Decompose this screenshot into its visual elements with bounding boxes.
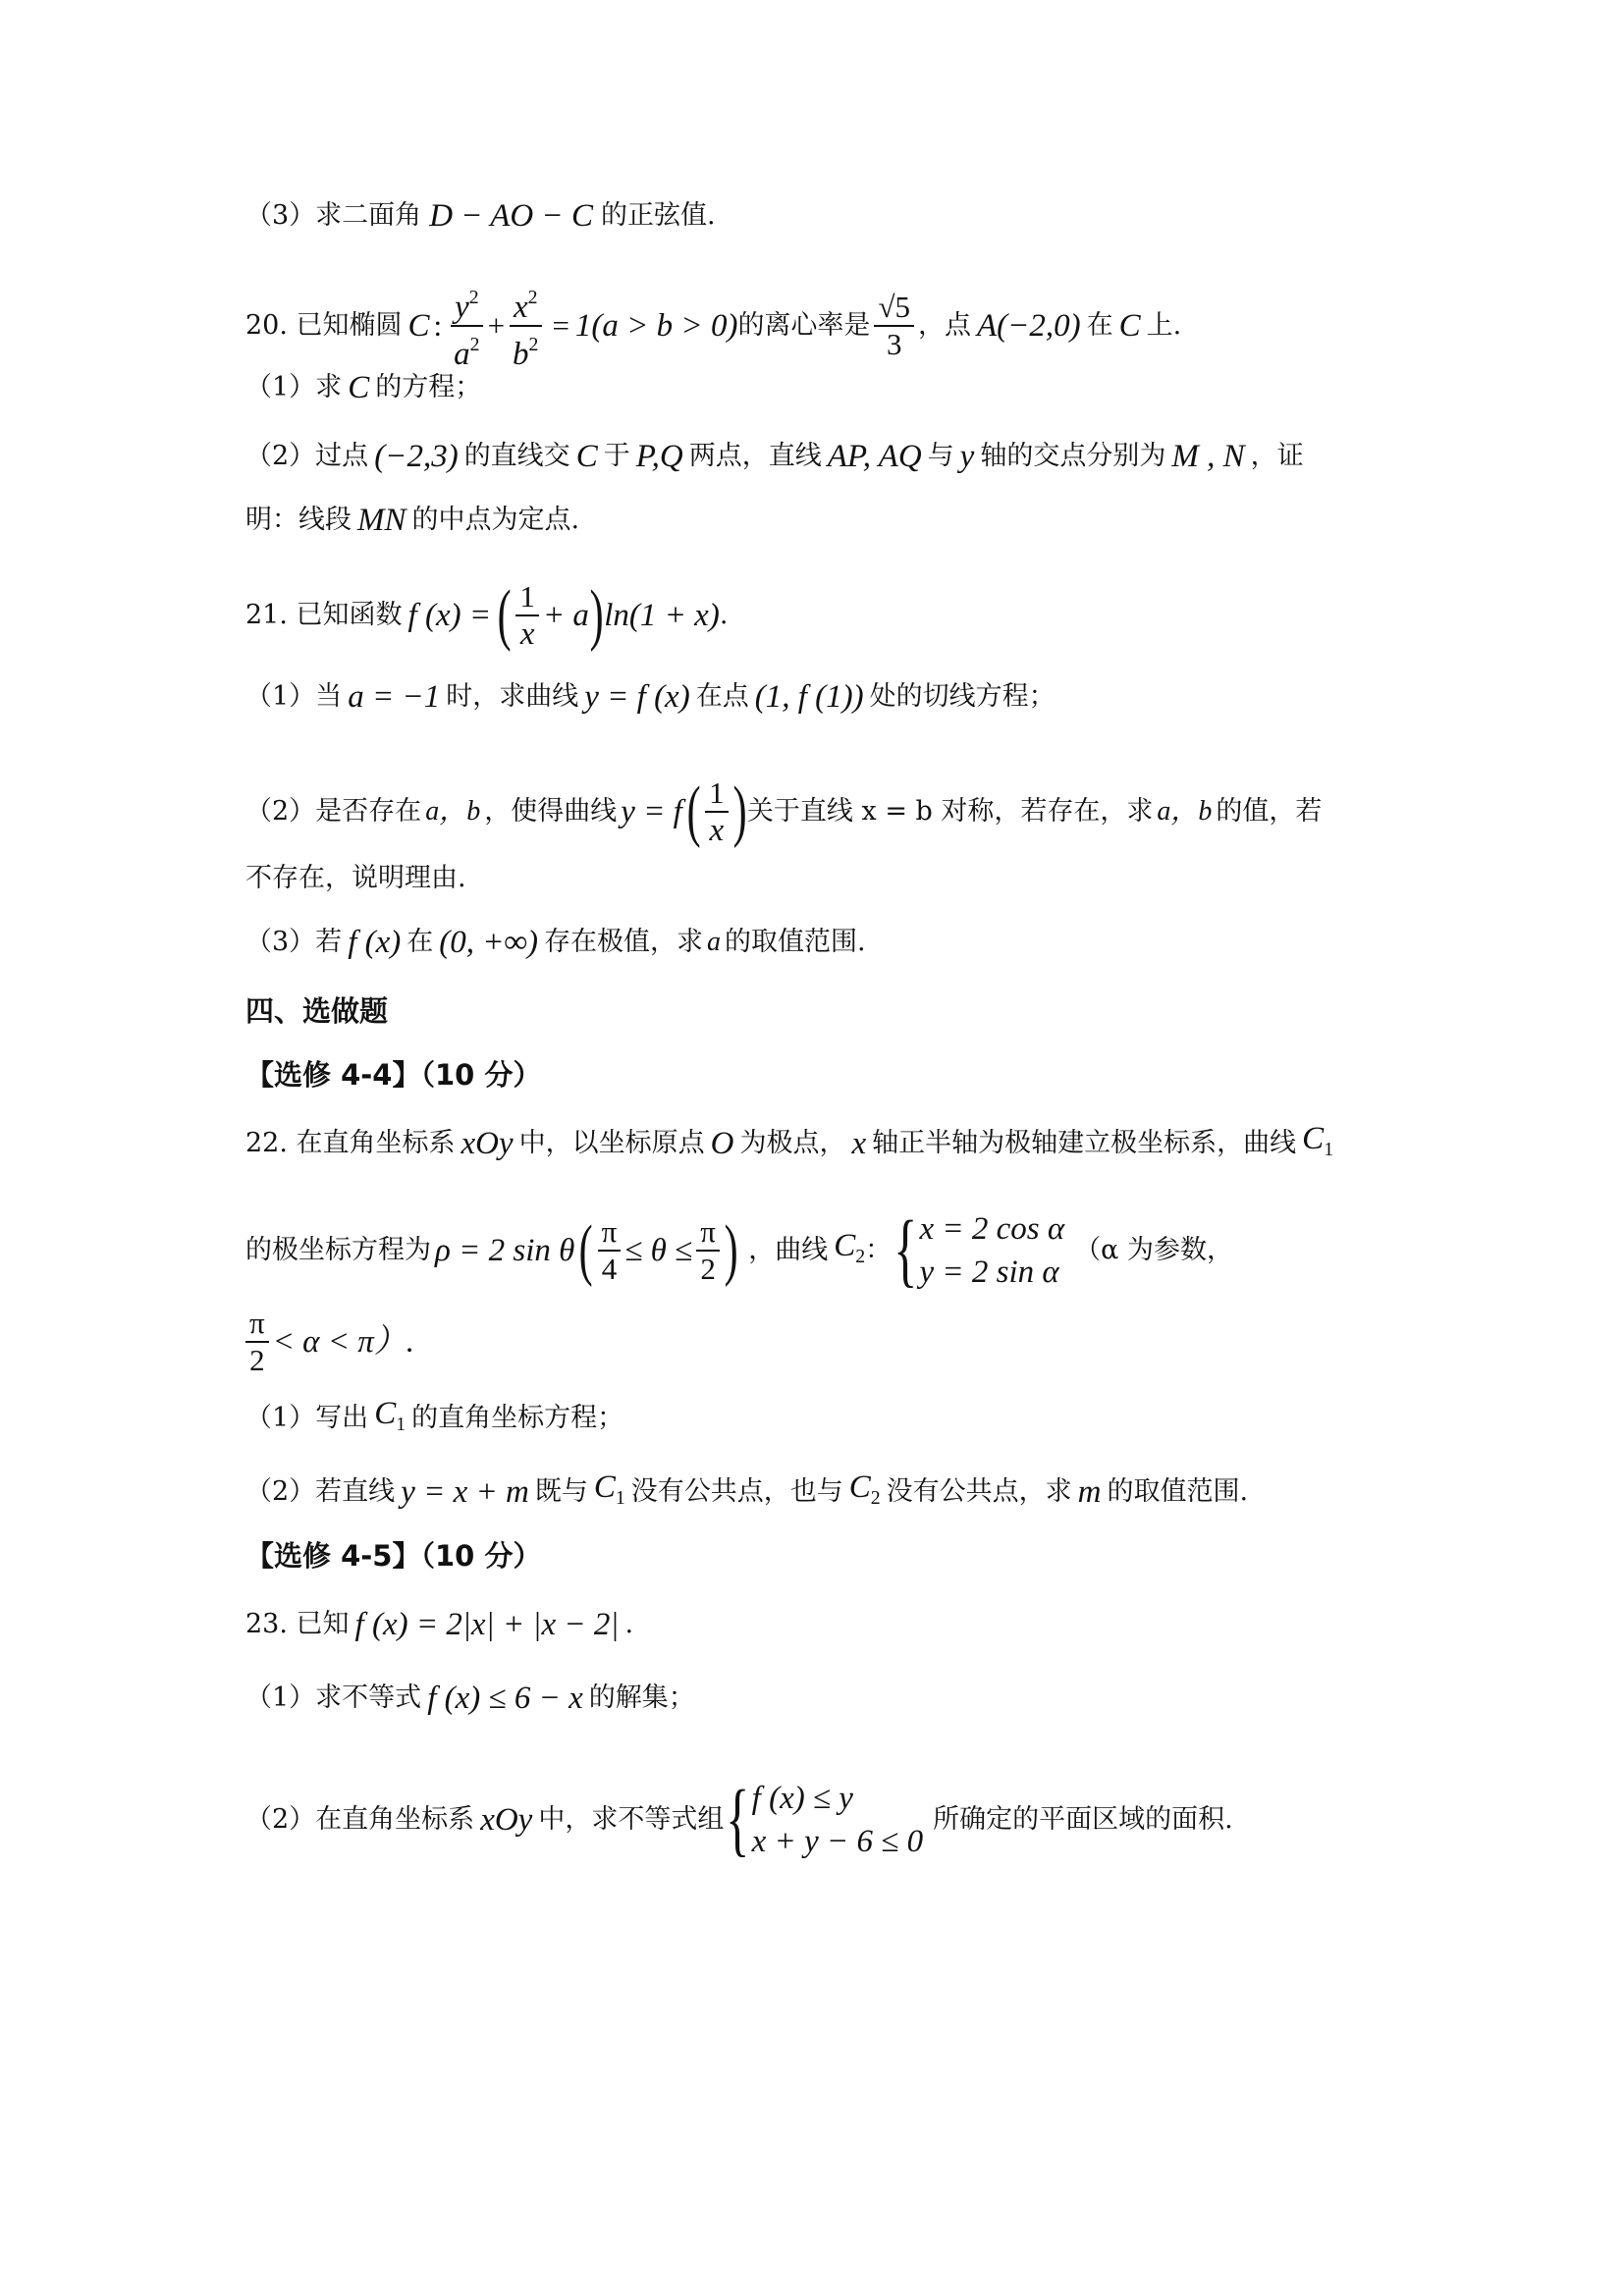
q21-p2-d: 的值，若: [1216, 796, 1323, 827]
ellipse-name-3: C: [348, 370, 370, 405]
ineq-1: f (x) ≤ y: [751, 1781, 853, 1816]
q20-mid: 的离心率是: [737, 309, 871, 341]
q20-number: 20. 已知椭圆: [245, 309, 403, 341]
point-1-f1: (1, f (1)): [754, 679, 864, 715]
q22-colon: ：: [865, 1235, 893, 1265]
frac-1-x: $\frac{1}{x}$: [515, 579, 539, 652]
q22-line2: 的极坐标方程为 ρ = 2 sin θ ( $\frac{\pi}{4}$ ≤ θ ≤ $\frac{\pi}{2}$ ) ，曲线 $C_2$ ： { x = 2 cos α y = 2 sin α （α 为参数，: [245, 1204, 1234, 1296]
function-def: f (x) = 2|x| + |x − 2|: [354, 1607, 620, 1642]
xoy: xOy: [460, 1126, 514, 1162]
point-A: A(−2,0): [976, 307, 1081, 344]
q23-p2-c: 所确定的平面区域的面积.: [933, 1804, 1233, 1835]
q23-p2-b: 中，求不等式组: [538, 1804, 725, 1835]
segment-MN: MN: [357, 503, 406, 538]
frac-pi-2-b: $\frac{\pi}{2}$: [245, 1306, 269, 1378]
q21-p2-b: ，使得曲线: [484, 796, 618, 827]
q23-part1: [245, 1679, 1388, 1718]
var-a: a: [707, 927, 722, 957]
ineq-2: x + y − 6 ≤ 0: [751, 1824, 924, 1859]
elective-4-4: 【选修 4-4】（10 分）: [245, 1058, 542, 1092]
curve-C2: C: [834, 1227, 856, 1263]
q20-pt-pre: ，点: [917, 309, 971, 341]
q21-p1-c: 在点: [695, 681, 749, 712]
q22-c: 轴正半轴为极轴建立极坐标系，曲线: [872, 1128, 1297, 1159]
q20-tail: 上.: [1146, 309, 1182, 341]
q21-p2-line2: 不存在，说明理由.: [245, 863, 466, 893]
ellipse-condition: 1(a > b > 0): [574, 307, 738, 344]
q22-part2: （2）若直线 y = x + m 既与 $C_1$ 没有公共点，也与 $C_2$ 没有公共点，求 m 的取值范围.: [245, 1469, 1249, 1511]
ellipse-name-4: C: [575, 439, 598, 474]
q22-p2-a: （2）若直线: [245, 1476, 396, 1508]
q20-p2-g: ，证: [1250, 441, 1304, 471]
var-m: m: [1077, 1474, 1102, 1511]
q21-p2-c: 关于直线 x = b 对称，若存在，求: [746, 796, 1154, 827]
curve-y-f: y = f: [621, 794, 682, 829]
q23-end: .: [624, 1609, 634, 1639]
q20-p2-d: 两点，直线: [688, 441, 822, 471]
q22-number: 22. 在直角坐标系: [245, 1128, 456, 1159]
q22-p2-b: 既与: [534, 1476, 588, 1508]
q20-part1: [245, 368, 1388, 407]
q22-a: 中，以坐标原点: [518, 1128, 705, 1159]
q20-p2-line2: 明：线段: [245, 505, 352, 535]
q22-stem: 22. 在直角坐标系 xOy 中，以坐标原点 O 为极点， x 轴正半轴为极轴建立极坐标系，曲线 $C_1$: [245, 1121, 1334, 1162]
q22-p2-d: 没有公共点，求: [886, 1476, 1072, 1508]
elective-4-5: 【选修 4-5】（10 分）: [245, 1539, 542, 1573]
ellipse-name-2: C: [1118, 307, 1141, 344]
q22-line3: [245, 1306, 1388, 1378]
q21-part1: [245, 677, 1388, 717]
q21-p1-d: 处的切线方程；: [869, 681, 1056, 712]
q20-pt-post: 在: [1086, 309, 1113, 341]
q20-p2-c: 于: [603, 441, 630, 471]
frac-pi-2: $\frac{\pi}{2}$: [696, 1214, 720, 1287]
q22-p2-e: 的取值范围.: [1107, 1476, 1249, 1508]
q21-number: 21. 已知函数: [245, 600, 403, 630]
origin-O: O: [710, 1126, 734, 1162]
q22-part1: （1）写出 $C_1$ 的直角坐标方程；: [245, 1394, 1388, 1444]
ln-term: ln(1 + x): [604, 598, 720, 633]
param-y: y = 2 sin α: [919, 1255, 1059, 1290]
q21-p1-b: 时，求曲线: [446, 681, 579, 712]
curve-C1: C: [1302, 1121, 1325, 1156]
inequality: f (x) ≤ 6 − x: [427, 1681, 583, 1716]
q20-p2-end: 的中点为定点.: [411, 505, 580, 535]
function-f: f (x) =: [407, 598, 492, 633]
param-system: [919, 1207, 1064, 1294]
plus-a: + a: [542, 598, 589, 633]
q22-p1-a: （1）写出: [245, 1403, 369, 1434]
fx: f (x): [348, 925, 402, 960]
q20-p2-a: （2）过点: [245, 441, 369, 471]
curve-C2-b: C: [848, 1469, 871, 1505]
vars-ab-2: a，b: [1157, 796, 1213, 827]
a-eq-neg1: a = −1: [348, 679, 441, 715]
section-4-title: 四、选做题: [245, 994, 389, 1028]
q23-part2: （2）在直角坐标系 xOy 中，求不等式组 { f (x) ≤ y x + y − 6 ≤ 0 所确定的平面区域的面积.: [245, 1774, 1233, 1865]
lines-AP-AQ: AP, AQ: [827, 439, 922, 474]
interval-0-inf: (0, +∞): [439, 925, 539, 960]
frac-x2-b2: $\frac{x^2}{b^2}$: [509, 280, 542, 372]
q20-p2-b: 的直线交: [463, 441, 570, 471]
frac-pi-4: $\frac{\pi}{4}$: [598, 1214, 622, 1287]
q20-p1-text: （1）求: [245, 372, 343, 402]
point-neg2-3: (−2,3): [374, 439, 459, 474]
q23-p1-a: （1）求不等式: [245, 1682, 422, 1713]
inequality-system: [752, 1777, 923, 1863]
q20-part2: [245, 437, 1388, 476]
y-axis: y: [959, 439, 975, 474]
ellipse-name: C: [407, 307, 430, 344]
q21-end: .: [719, 600, 729, 630]
q20-p2-e: 与: [927, 441, 954, 471]
x-axis: x: [851, 1126, 867, 1162]
q19-part3: [245, 196, 1388, 236]
q20-p2-f: 轴的交点分别为: [980, 441, 1166, 471]
q22-param: （α 为参数，: [1074, 1235, 1234, 1265]
q21-p1-a: （1）当: [245, 681, 343, 712]
line-y-x-m: y = x + m: [401, 1474, 529, 1511]
q22-line2-a: 的极坐标方程为: [245, 1235, 431, 1265]
q21-part2-line2: [245, 859, 1388, 898]
alpha-range: < α < π）.: [272, 1324, 415, 1360]
q21-p3-b: 在: [406, 927, 434, 957]
q19-part3-tail: 的正弦值.: [600, 200, 716, 231]
q21-stem: 21. 已知函数 f (x) = ( $\frac{1}{x}$ + a ) ln(1 + x) .: [245, 577, 729, 653]
q19-part3-text: （3）求二面角: [245, 200, 422, 231]
q22-b: 为极点，: [739, 1128, 846, 1159]
frac-1-x-2: $\frac{1}{x}$: [705, 775, 729, 848]
dihedral-angle-expr: D − AO − C: [429, 198, 593, 234]
q21-p3-a: （3）若: [245, 927, 343, 957]
param-x: x = 2 cos α: [919, 1211, 1065, 1247]
polar-eq: ρ = 2 sin θ: [435, 1233, 575, 1268]
curve-C1-b: C: [374, 1396, 397, 1431]
q23-p2-a: （2）在直角坐标系: [245, 1804, 475, 1835]
q23-stem: [245, 1605, 1388, 1644]
q20-part2-line2: [245, 501, 1388, 540]
vars-ab: a，b: [425, 796, 481, 827]
q21-p3-d: 的取值范围.: [725, 927, 866, 957]
q22-p2-c: 没有公共点，也与: [630, 1476, 843, 1508]
q21-part2: （2）是否存在 a，b ，使得曲线 y = f ( $\frac{1}{x}$ ) 关于直线 x = b 对称，若存在，求 a，b 的值，若: [245, 774, 1323, 849]
points-MN: M , N: [1171, 439, 1245, 474]
q20-stem: 20. 已知椭圆 C : $\frac{y^2}{a^2}$ + $\frac{x^2}{b^2}$ = 1(a > b > 0) 的离心率是 $\frac{√5}{3}$ ，点 A(−2,0) 在 C 上.: [245, 280, 1388, 372]
q22-line2-b: ，曲线: [748, 1235, 829, 1265]
q20-p1-tail: 的方程；: [375, 372, 482, 402]
points-PQ: P,Q: [635, 439, 683, 474]
q22-p1-b: 的直角坐标方程；: [411, 1403, 624, 1434]
q21-p3-c: 存在极值，求: [544, 927, 704, 957]
eccentricity: $\frac{√5}{3}$: [874, 290, 914, 362]
q23-p1-b: 的解集；: [588, 1682, 695, 1713]
q21-part3: [245, 923, 1388, 962]
xoy-2: xOy: [480, 1802, 533, 1838]
curve-y-fx: y = f (x): [584, 679, 690, 715]
frac-y2-a2: $\frac{y^2}{a^2}$: [450, 280, 483, 372]
theta-range: ≤ θ ≤: [624, 1233, 693, 1268]
q23-number: 23. 已知: [245, 1609, 350, 1639]
curve-C1-c: C: [593, 1469, 616, 1505]
q21-p2-a: （2）是否存在: [245, 796, 422, 827]
